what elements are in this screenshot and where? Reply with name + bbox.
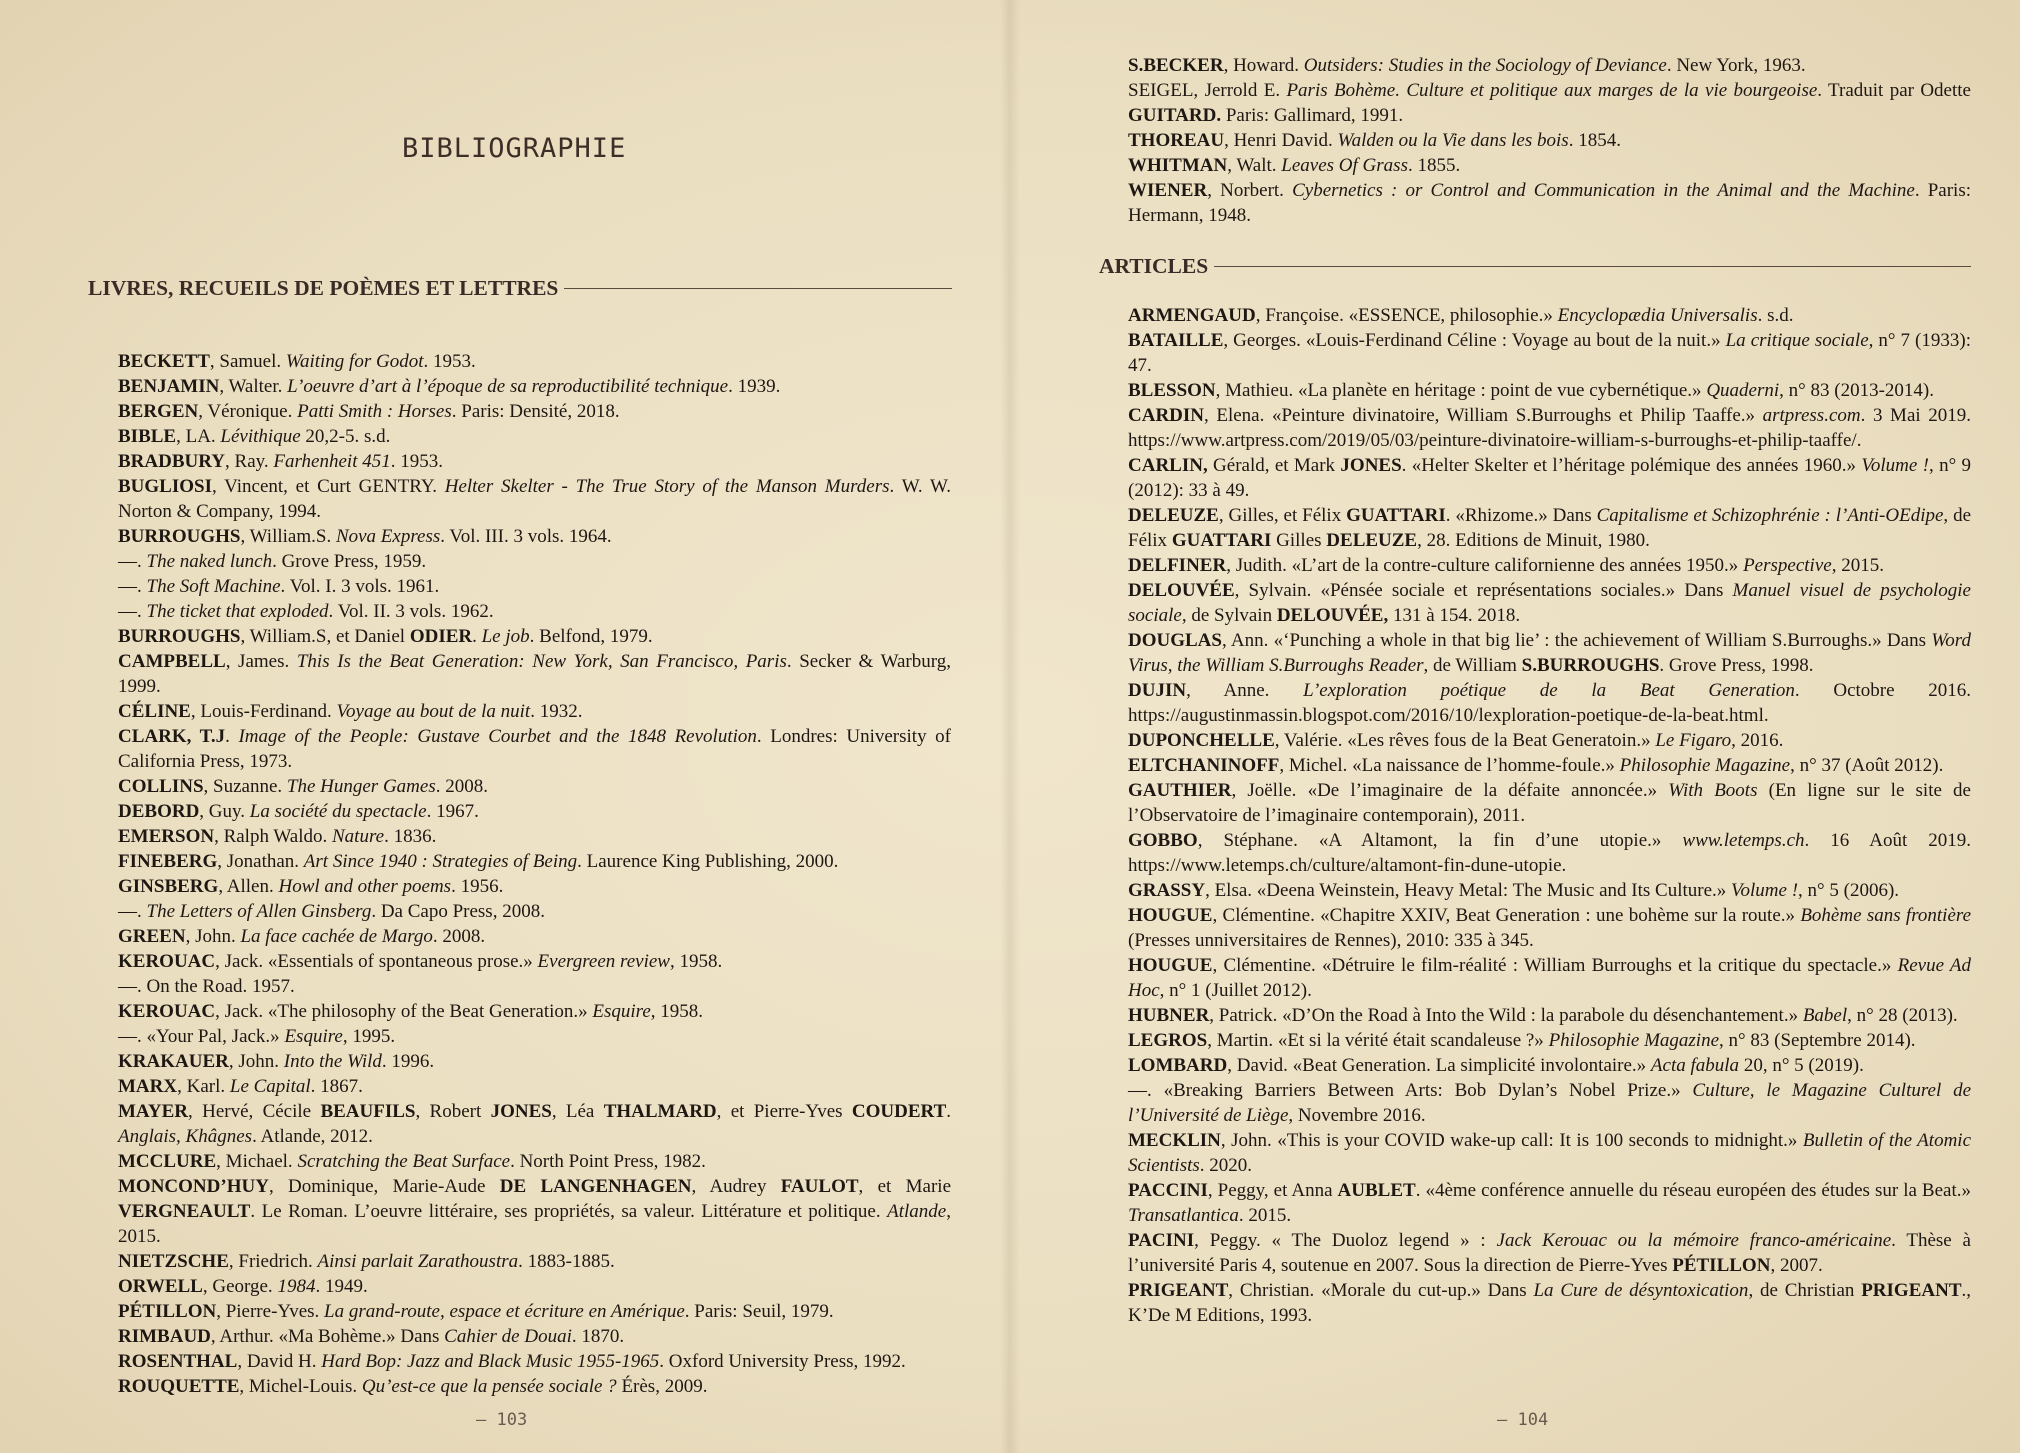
section-heading-articles <box>1099 254 1971 279</box>
bibliography-entry: DEBORD, Guy. La société du spectacle. 1967. <box>118 801 479 822</box>
books-reference-list-continued <box>1128 53 1971 228</box>
bibliography-entry: LEGROS, Martin. «Et si la vérité était scandaleuse ?» Philosophie Magazine, n° 83 (Septembre 2014). <box>1128 1030 1916 1051</box>
bibliography-entry: RIMBAUD, Arthur. «Ma Bohème.» Dans Cahier de Douai. 1870. <box>118 1326 625 1347</box>
bibliography-entry: MARX, Karl. Le Capital. 1867. <box>118 1076 363 1097</box>
bibliography-entry: PRIGEANT, Christian. «Morale du cut-up.» Dans La Cure de désyntoxication, de Christian PRIGEANT., K’De M Editions, 1993. <box>1128 1280 1971 1326</box>
bibliography-entry: LOMBARD, David. «Beat Generation. La simplicité involontaire.» Acta fabula 20, n° 5 (2019). <box>1128 1055 1864 1076</box>
bibliography-entry: GREEN, John. La face cachée de Margo. 2008. <box>118 926 486 947</box>
bibliography-entry: KEROUAC, Jack. «Essentials of spontaneous prose.» Evergreen review, 1958. <box>118 951 723 972</box>
bibliography-entry: DUJIN, Anne. L’exploration poétique de la Beat Generation. Octobre 2016. https://augustinmassin.blogspot.com/2016/10/lexploration-poetique-de-la-beat.html. <box>1128 680 1972 726</box>
bibliography-entry: —. The ticket that exploded. Vol. II. 3 vols. 1962. <box>118 601 494 622</box>
bibliography-entry: GAUTHIER, Joëlle. «De l’imaginaire de la défaite annoncée.» With Boots (En ligne sur le site de l’Observatoire de l’imaginaire contemporain), 2011. <box>1128 780 1971 826</box>
bibliography-entry: CÉLINE, Louis-Ferdinand. Voyage au bout de la nuit. 1932. <box>118 701 583 722</box>
bibliography-entry: ROSENTHAL, David H. Hard Bop: Jazz and Black Music 1955-1965. Oxford University Press, 1992. <box>118 1351 906 1372</box>
bibliography-entry: —. The naked lunch. Grove Press, 1959. <box>118 551 427 572</box>
bibliography-entry: MONCOND’HUY, Dominique, Marie-Aude DE LANGENHAGEN, Audrey FAULOT, et Marie VERGNEAULT. Le Roman. L’oeuvre littéraire, ses propriétés, sa valeur. Littérature et politique. Atlande, 2015. <box>118 1176 952 1247</box>
bibliography-entry: —. «Breaking Barriers Between Arts: Bob Dylan’s Nobel Prize.» Culture, le Magazine Culturel de l’Université de Liège, Novembre 2016. <box>1128 1080 1972 1126</box>
bibliography-entry: BATAILLE, Georges. «Louis-Ferdinand Céline : Voyage au bout de la nuit.» La critique sociale, n° 7 (1933): 47. <box>1128 330 1971 376</box>
bibliography-entry: MECKLIN, John. «This is your COVID wake-up call: It is 100 seconds to midnight.» Bulletin of the Atomic Scientists. 2020. <box>1128 1130 1971 1176</box>
heading-rule <box>1214 266 1971 267</box>
bibliography-entry: BENJAMIN, Walter. L’oeuvre d’art à l’époque de sa reproductibilité technique. 1939. <box>118 376 781 397</box>
bibliography-entry: ROUQUETTE, Michel-Louis. Qu’est-ce que la pensée sociale ? Érès, 2009. <box>118 1376 708 1397</box>
bibliography-entry: DOUGLAS, Ann. «‘Punching a whole in that big lie’ : the achievement of William S.Burroughs.» Dans Word Virus, the William S.Burroughs Reader, de William S.BURROUGHS. Grove Press, 1998. <box>1128 630 1971 676</box>
bibliography-entry: HOUGUE, Clémentine. «Détruire le film-réalité : William Burroughs et la critique du spectacle.» Revue Ad Hoc, n° 1 (Juillet 2012). <box>1128 955 1972 1001</box>
bibliography-entry: —. On the Road. 1957. <box>118 976 295 997</box>
bibliography-entry: —. «Your Pal, Jack.» Esquire, 1995. <box>118 1026 396 1047</box>
bibliography-entry: GRASSY, Elsa. «Deena Weinstein, Heavy Metal: The Music and Its Culture.» Volume !, n° 5 (2006). <box>1128 880 1900 901</box>
bibliography-entry: BIBLE, LA. Lévithique 20,2-5. s.d. <box>118 426 391 447</box>
bibliography-entry: THOREAU, Henri David. Walden ou la Vie dans les bois. 1854. <box>1128 130 1621 151</box>
bibliography-entry: CARDIN, Elena. «Peinture divinatoire, William S.Burroughs et Philip Taaffe.» artpress.com. 3 Mai 2019. https://www.artpress.com/2019/05/03/peinture-divinatoire-william-s-burroughs-et-philip-taaffe/. <box>1128 405 1972 451</box>
bibliography-entry: KRAKAUER, John. Into the Wild. 1996. <box>118 1051 435 1072</box>
bibliography-entry: S.BECKER, Howard. Outsiders: Studies in the Sociology of Deviance. New York, 1963. <box>1128 55 1806 76</box>
bibliography-entry: NIETZSCHE, Friedrich. Ainsi parlait Zarathoustra. 1883-1885. <box>118 1251 615 1272</box>
bibliography-entry: ELTCHANINOFF, Michel. «La naissance de l’homme-foule.» Philosophie Magazine, n° 37 (Août 2012). <box>1128 755 1944 776</box>
bibliography-entry: FINEBERG, Jonathan. Art Since 1940 : Strategies of Being. Laurence King Publishing, 2000. <box>118 851 839 872</box>
bibliography-entry: PACINI, Peggy. « The Duoloz legend » : Jack Kerouac ou la mémoire franco-américaine. Thèse à l’université Paris 4, soutenue en 2007. Sous la direction de Pierre-Yves PÉTILLON, 2007. <box>1128 1230 1971 1276</box>
right-page <box>1010 0 2020 1453</box>
bibliography-entry: EMERSON, Ralph Waldo. Nature. 1836. <box>118 826 437 847</box>
bibliography-entry: BECKETT, Samuel. Waiting for Godot. 1953. <box>118 351 476 372</box>
bibliography-entry: WHITMAN, Walt. Leaves Of Grass. 1855. <box>1128 155 1461 176</box>
page-number: — 103 <box>476 1410 528 1430</box>
bibliography-entry: DUPONCHELLE, Valérie. «Les rêves fous de la Beat Generatoin.» Le Figaro, 2016. <box>1128 730 1784 751</box>
bibliography-entry: DELFINER, Judith. «L’art de la contre-culture californienne des années 1950.» Perspective, 2015. <box>1128 555 1884 576</box>
bibliography-entry: DELOUVÉE, Sylvain. «Pénsée sociale et représentations sociales.» Dans Manuel visuel de psychologie sociale, de Sylvain DELOUVÉE, 131 à 154. 2018. <box>1128 580 1971 626</box>
bibliography-entry: —. The Letters of Allen Ginsberg. Da Capo Press, 2008. <box>118 901 545 922</box>
bibliography-entry: GINSBERG, Allen. Howl and other poems. 1956. <box>118 876 504 897</box>
page-title: BIBLIOGRAPHIE <box>402 133 627 164</box>
bibliography-entry: MAYER, Hervé, Cécile BEAUFILS, Robert JONES, Léa THALMARD, et Pierre-Yves COUDERT. Anglais, Khâgnes. Atlande, 2012. <box>118 1101 951 1147</box>
bibliography-entry: BERGEN, Véronique. Patti Smith : Horses. Paris: Densité, 2018. <box>118 401 620 422</box>
bibliography-entry: ORWELL, George. 1984. 1949. <box>118 1276 368 1297</box>
section-heading-books <box>88 276 952 301</box>
bibliography-entry: BRADBURY, Ray. Farhenheit 451. 1953. <box>118 451 443 472</box>
bibliography-entry: HOUGUE, Clémentine. «Chapitre XXIV, Beat Generation : une bohème sur la route.» Bohème sans frontière (Presses unniversitaires de Rennes), 2010: 335 à 345. <box>1128 905 1971 951</box>
bibliography-entry: BUGLIOSI, Vincent, et Curt GENTRY. Helter Skelter - The True Story of the Manson Murders. W. W. Norton & Company, 1994. <box>118 476 951 522</box>
bibliography-entry: BURROUGHS, William.S, et Daniel ODIER. Le job. Belfond, 1979. <box>118 626 653 647</box>
bibliography-entry: COLLINS, Suzanne. The Hunger Games. 2008. <box>118 776 488 797</box>
bibliography-entry: HUBNER, Patrick. «D’On the Road à Into the Wild : la parabole du désenchantement.» Babel, n° 28 (2013). <box>1128 1005 1958 1026</box>
bibliography-entry: ARMENGAUD, Françoise. «ESSENCE, philosophie.» Encyclopædia Universalis. s.d. <box>1128 305 1794 326</box>
bibliography-entry: BLESSON, Mathieu. «La planète en héritage : point de vue cybernétique.» Quaderni, n° 83 (2013-2014). <box>1128 380 1934 401</box>
books-reference-list <box>118 349 951 1399</box>
bibliography-entry: SEIGEL, Jerrold E. Paris Bohème. Culture et politique aux marges de la vie bourgeoise. Traduit par Odette GUITARD. Paris: Gallimard, 1991. <box>1128 80 1971 126</box>
bibliography-entry: CARLIN, Gérald, et Mark JONES. «Helter Skelter et l’héritage polémique des années 1960.» Volume !, n° 9 (2012): 33 à 49. <box>1128 455 1972 501</box>
bibliography-entry: KEROUAC, Jack. «The philosophy of the Beat Generation.» Esquire, 1958. <box>118 1001 704 1022</box>
articles-reference-list <box>1128 303 1971 1328</box>
bibliography-entry: MCCLURE, Michael. Scratching the Beat Surface. North Point Press, 1982. <box>118 1151 706 1172</box>
bibliography-entry: CAMPBELL, James. This Is the Beat Generation: New York, San Francisco, Paris. Secker & Warburg, 1999. <box>118 651 951 697</box>
bibliography-entry: WIENER, Norbert. Cybernetics : or Control and Communication in the Animal and the Machine. Paris: Hermann, 1948. <box>1128 180 1971 226</box>
page-number: — 104 <box>1497 1410 1549 1430</box>
bibliography-entry: CLARK, T.J. Image of the People: Gustave Courbet and the 1848 Revolution. Londres: University of California Press, 1973. <box>118 726 951 772</box>
bibliography-entry: GOBBO, Stéphane. «A Altamont, la fin d’une utopie.» www.letemps.ch. 16 Août 2019. https://www.letemps.ch/culture/altamont-fin-dune-utopie. <box>1128 830 1972 876</box>
bibliography-entry: PACCINI, Peggy, et Anna AUBLET. «4ème conférence annuelle du réseau européen des études sur la Beat.» Transatlantica. 2015. <box>1128 1180 1971 1226</box>
bibliography-entry: PÉTILLON, Pierre-Yves. La grand-route, espace et écriture en Amérique. Paris: Seuil, 1979. <box>118 1301 834 1322</box>
bibliography-entry: BURROUGHS, William.S. Nova Express. Vol. III. 3 vols. 1964. <box>118 526 612 547</box>
bibliography-entry: DELEUZE, Gilles, et Félix GUATTARI. «Rhizome.» Dans Capitalisme et Schizophrénie : l’Anti-OEdipe, de Félix GUATTARI Gilles DELEUZE, 28. Editions de Minuit, 1980. <box>1128 505 1972 551</box>
bibliography-entry: —. The Soft Machine. Vol. I. 3 vols. 1961. <box>118 576 440 597</box>
heading-rule <box>564 288 952 289</box>
section-heading-label: ARTICLES <box>1099 254 1209 278</box>
section-heading-label: LIVRES, RECUEILS DE POÈMES ET LETTRES <box>88 276 559 300</box>
